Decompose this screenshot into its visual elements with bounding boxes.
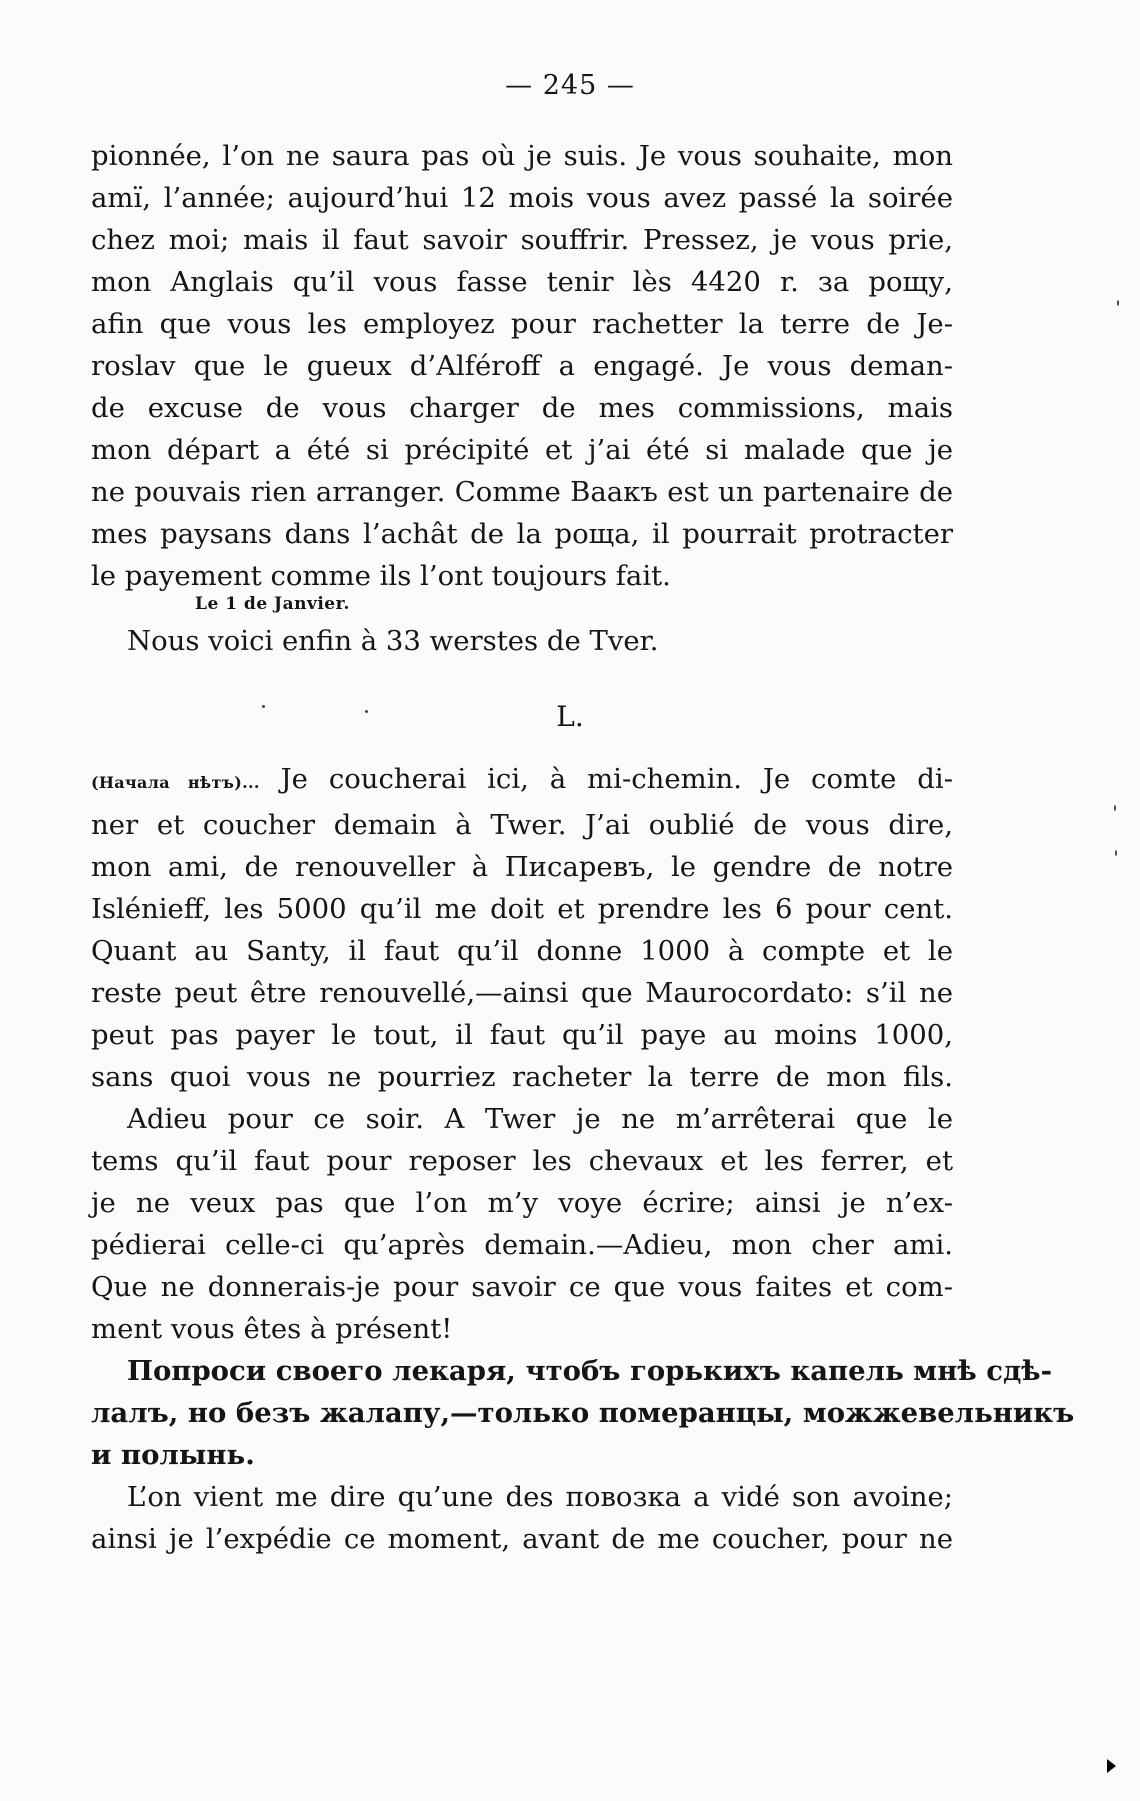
text-line bbox=[91, 758, 953, 804]
text-line: reste peut être renouvellé,—ainsi que Maurocordato: s’il ne bbox=[91, 977, 953, 1009]
text-line: Adieu pour ce soir. A Twer je ne m’arrêterai que le bbox=[127, 1103, 953, 1135]
text-line: ainsi je l’expédie ce moment, avant de me coucher, pour ne bbox=[91, 1523, 953, 1555]
text-line: Que ne donnerais-je pour savoir ce que vous faites et com- bbox=[91, 1271, 953, 1303]
text-line: je ne veux pas que l’on m’y voye écrire; ainsi je n’ex- bbox=[91, 1187, 953, 1219]
text-line: pionnée, l’on ne saura pas où je suis. Je vous souhaite, mon bbox=[91, 140, 953, 172]
text-line: mes paysans dans l’achât de la роща, il pourrait protracter bbox=[91, 518, 953, 550]
text-line: le payement comme ils l’ont toujours fait. bbox=[91, 560, 671, 592]
text-line: pédierai celle-ci qu’après demain.—Adieu, mon cher ami. bbox=[91, 1229, 953, 1261]
paragraph-continued bbox=[91, 135, 953, 597]
scan-edge-mark bbox=[1107, 1759, 1116, 1773]
text-line: Islénieff, les 5000 qu’il me doit et prendre les 6 pour cent. bbox=[91, 893, 953, 925]
text-segment: Je coucherai ici, à mi-chemin. Je comte di- bbox=[259, 763, 953, 795]
scan-speck bbox=[1115, 850, 1117, 856]
scan-speck bbox=[365, 710, 368, 713]
text-line: roslav que le gueux d’Alféroff a engagé. Je vous deman- bbox=[91, 350, 953, 382]
text-line: sans quoi vous ne pourriez racheter la terre de mon fils. bbox=[91, 1061, 953, 1093]
section-heading: L. bbox=[556, 700, 584, 733]
text-line: ner et coucher demain à Twer. J’ai oublié de vous dire, bbox=[91, 809, 953, 841]
text-line: chez moi; mais il faut savoir souffrir. Pressez, je vous prie, bbox=[91, 224, 953, 256]
missing-beginning-label: (Начала нѣтъ)... bbox=[91, 773, 260, 792]
scan-speck bbox=[1117, 300, 1119, 306]
text-line: Quant au Santy, il faut qu’il donne 1000 à compte et le bbox=[91, 935, 953, 967]
text-line: ne pouvais rien arranger. Comme Ваакъ est un partenaire de bbox=[91, 476, 953, 508]
note-line: Nous voici enfin à 33 werstes de Tver. bbox=[127, 625, 659, 657]
text-line: mon ami, de renouveller à Писаревъ, le gendre de notre bbox=[91, 851, 953, 883]
text-line: mon départ a été si précipité et j’ai été si malade que je bbox=[91, 434, 953, 466]
text-line: tems qu’il faut pour reposer les chevaux et les ferrer, et bbox=[91, 1145, 953, 1177]
scan-speck bbox=[262, 705, 265, 708]
text-line: ment vous êtes à présent! bbox=[91, 1313, 453, 1345]
text-line: и полынь. bbox=[91, 1439, 255, 1471]
text-line: mon Anglais qu’il vous fasse tenir lès 4420 r. за рощу, bbox=[91, 266, 953, 298]
text-line: peut pas payer le tout, il faut qu’il paye au moins 1000, bbox=[91, 1019, 953, 1051]
text-line: L’on vient me dire qu’une des повозка a vidé son avoine; bbox=[127, 1481, 953, 1513]
text-line: amï, l’année; aujourd’hui 12 mois vous avez passé la soirée bbox=[91, 182, 953, 214]
text-line: de excuse de vous charger de mes commissions, mais bbox=[91, 392, 953, 424]
page-number: — 245 — bbox=[505, 70, 635, 101]
text-line: afin que vous les employez pour rachetter la terre de Je- bbox=[91, 308, 953, 340]
letter-body bbox=[91, 758, 1075, 1560]
dateline: Le 1 de Janvier. bbox=[195, 594, 350, 614]
text-line: Попроси своего лекаря, чтобъ горькихъ капель мнѣ сдѣ- bbox=[127, 1355, 1053, 1387]
text-line: лалъ, но безъ жалапу,—только померанцы, можжевельникъ bbox=[91, 1397, 1075, 1429]
scan-speck bbox=[1114, 805, 1116, 811]
